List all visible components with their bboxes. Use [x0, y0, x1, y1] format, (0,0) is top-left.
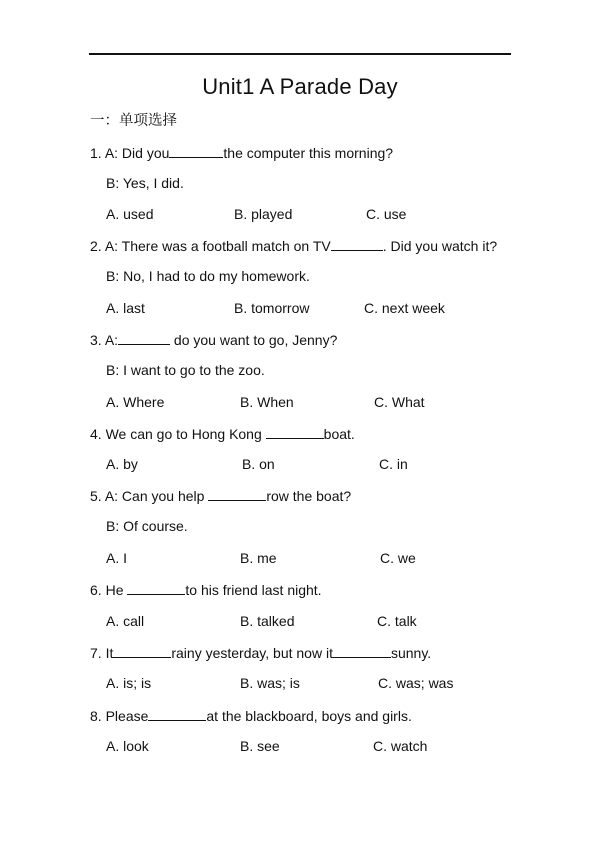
- question-number: 3.: [90, 332, 102, 348]
- option-3c: C. What: [374, 394, 425, 410]
- question-1: [90, 143, 393, 162]
- question-stem: do you want to go, Jenny?: [170, 332, 338, 348]
- answer-blank: [208, 486, 266, 501]
- answer-blank: [333, 643, 391, 658]
- question-2: [90, 236, 497, 255]
- option-6a: A. call: [106, 613, 145, 629]
- question-number: 1.: [90, 145, 102, 161]
- reply-5: B: Of course.: [106, 518, 188, 534]
- question-stem: It: [105, 645, 114, 661]
- section-heading: 一：单项选择: [90, 113, 177, 129]
- question-7: [90, 643, 431, 662]
- question-stem: the computer this morning?: [223, 145, 394, 161]
- option-7b: B. was; is: [240, 675, 300, 691]
- question-3: [90, 330, 337, 349]
- reply-2: B: No, I had to do my homework.: [106, 268, 310, 284]
- question-stem: row the boat?: [266, 488, 352, 504]
- question-stem: A: Can you help: [104, 488, 209, 504]
- option-7a: A. is; is: [106, 675, 152, 691]
- question-number: 8.: [90, 708, 102, 724]
- option-8c: C. watch: [373, 738, 428, 754]
- option-1a: A. used: [106, 206, 154, 222]
- question-4: [90, 424, 355, 443]
- answer-blank: [113, 643, 171, 658]
- option-6c: C. talk: [377, 613, 417, 629]
- answer-blank: [148, 706, 206, 721]
- question-8: [90, 706, 412, 725]
- question-stem: sunny.: [390, 645, 432, 661]
- option-4b: B. on: [242, 456, 275, 472]
- question-stem: . Did you watch it?: [382, 238, 498, 254]
- option-2a: A. last: [106, 300, 145, 316]
- question-stem: boat.: [323, 426, 355, 442]
- answer-blank: [331, 236, 383, 251]
- option-3b: B. When: [240, 394, 294, 410]
- question-stem: We can go to Hong Kong: [105, 426, 266, 442]
- option-5b: B. me: [240, 550, 277, 566]
- question-number: 4.: [90, 426, 102, 442]
- reply-3: B: I want to go to the zoo.: [106, 362, 265, 378]
- header-rule: [89, 53, 511, 55]
- question-stem: A: There was a football match on TV: [104, 238, 331, 254]
- answer-blank: [169, 143, 223, 158]
- option-7c: C. was; was: [378, 675, 454, 691]
- option-2b: B. tomorrow: [234, 300, 310, 316]
- question-stem: A: Did you: [104, 145, 170, 161]
- option-3a: A. Where: [106, 394, 165, 410]
- question-stem: Please: [105, 708, 149, 724]
- question-number: 2.: [90, 238, 102, 254]
- option-5a: A. I: [106, 550, 128, 566]
- question-stem: He: [105, 582, 128, 598]
- option-8b: B. see: [240, 738, 280, 754]
- option-4a: A. by: [106, 456, 138, 472]
- question-6: [90, 580, 322, 599]
- option-1c: C. use: [366, 206, 407, 222]
- answer-blank: [266, 424, 324, 439]
- option-8a: A. look: [106, 738, 149, 754]
- question-stem: A:: [104, 332, 119, 348]
- question-number: 7.: [90, 645, 102, 661]
- question-stem: rainy yesterday, but now it: [171, 645, 333, 661]
- question-number: 5.: [90, 488, 102, 504]
- option-5c: C. we: [380, 550, 416, 566]
- question-stem: to his friend last night.: [185, 582, 322, 598]
- answer-blank: [118, 330, 170, 345]
- page-title: Unit1 A Parade Day: [202, 74, 398, 99]
- option-6b: B. talked: [240, 613, 295, 629]
- question-5: [90, 486, 351, 505]
- option-2c: C. next week: [364, 300, 445, 316]
- reply-1: B: Yes, I did.: [106, 175, 184, 191]
- option-1b: B. played: [234, 206, 293, 222]
- option-4c: C. in: [379, 456, 408, 472]
- answer-blank: [127, 580, 185, 595]
- question-stem: at the blackboard, boys and girls.: [206, 708, 412, 724]
- question-number: 6.: [90, 582, 102, 598]
